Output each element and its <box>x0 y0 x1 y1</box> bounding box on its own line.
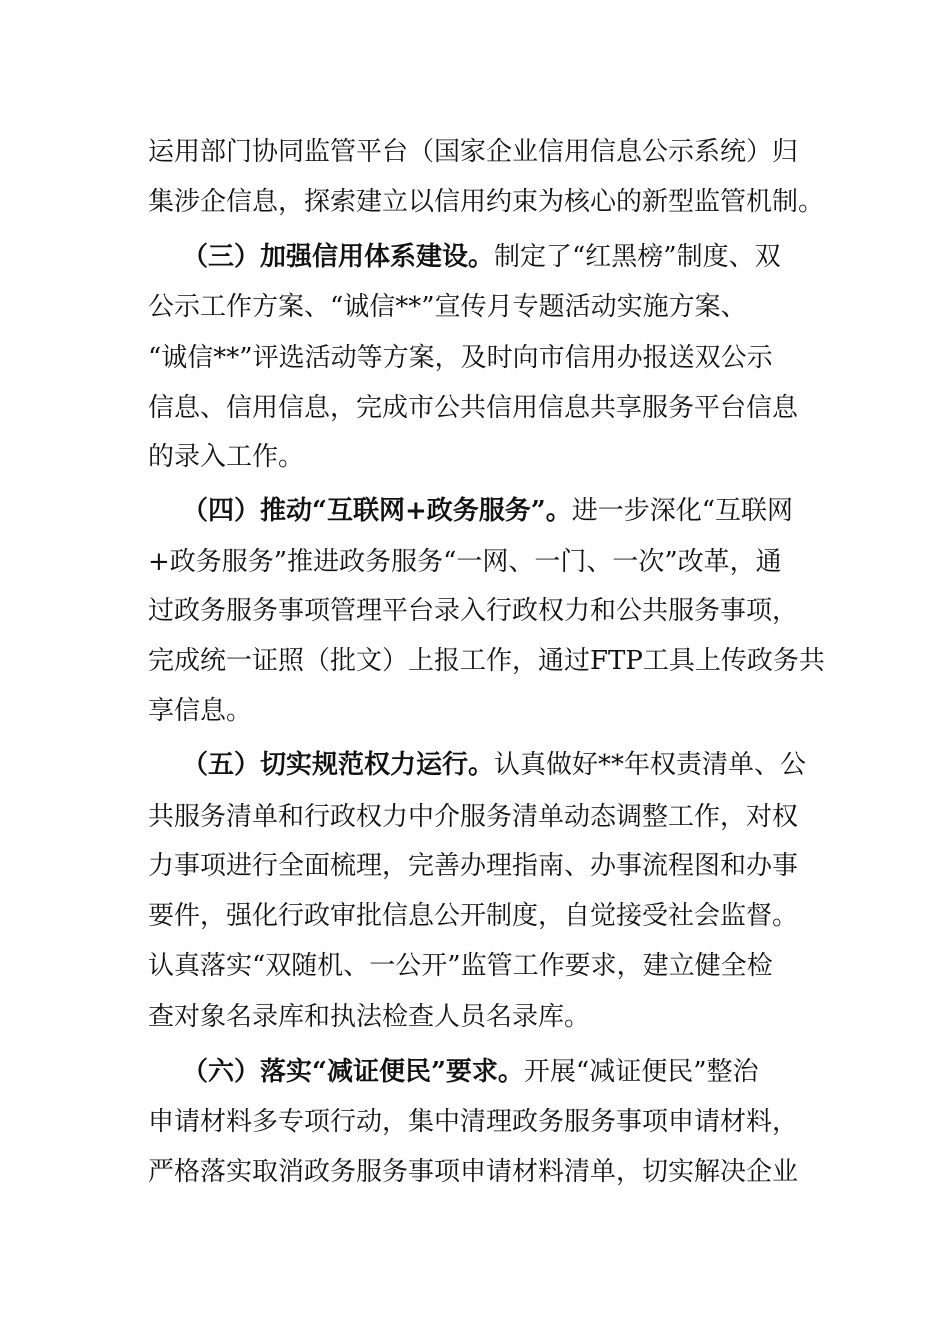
section-heading: （三）加强信用体系建设。 <box>182 242 495 272</box>
paragraph-line: 查对象名录库和执法检查人员名录库。 <box>148 1002 591 1032</box>
paragraph-line: 的录入工作。 <box>148 442 305 472</box>
paragraph-line: 公示工作方案、“诚信**”宣传月专题活动实施方案、 <box>148 292 747 322</box>
paragraph-line: +政务服务”推进政务服务“一网、一门、一次”改革，通 <box>148 547 782 577</box>
paragraph-line: 要件，强化行政审批信息公开制度，自觉接受社会监督。 <box>148 901 799 931</box>
paragraph-line: 共服务清单和行政权力中介服务清单动态调整工作，对权 <box>148 802 799 832</box>
paragraph-line: 严格落实取消政务服务事项申请材料清单，切实解决企业 <box>148 1157 799 1187</box>
paragraph-line: 过政务服务事项管理平台录入行政权力和公共服务事项， <box>148 596 799 626</box>
paragraph-line: 申请材料多专项行动，集中清理政务服务事项申请材料， <box>148 1107 799 1137</box>
paragraph-text: 进一步深化“互联网 <box>571 496 793 526</box>
paragraph-line: 完成统一证照（批文）上报工作，通过FTP工具上传政务共 <box>148 646 825 676</box>
paragraph-line: 信息、信用信息，完成市公共信用信息共享服务平台信息 <box>148 393 799 423</box>
paragraph-text: 认真做好**年权责清单、公 <box>494 750 807 780</box>
paragraph-first-line <box>182 745 806 785</box>
paragraph-line: 力事项进行全面梳理，完善办理指南、办事流程图和办事 <box>148 851 799 881</box>
paragraph-first-line <box>182 237 781 277</box>
paragraph-text: 制定了“红黑榜”制度、双 <box>494 242 781 272</box>
paragraph-line: “诚信**”评选活动等方案，及时向市信用办报送双公示 <box>148 343 773 373</box>
section-heading: （五）切实规范权力运行。 <box>182 750 495 780</box>
section-heading: （四）推动“互联网+政务服务”。 <box>182 496 572 526</box>
paragraph-line: 运用部门协同监管平台（国家企业信用信息公示系统）归 <box>148 137 799 167</box>
paragraph-line: 认真落实“双随机、一公开”监管工作要求，建立健全检 <box>148 951 773 981</box>
paragraph-first-line <box>182 1052 759 1092</box>
paragraph-line: 集涉企信息，探索建立以信用约束为核心的新型监管机制。 <box>148 187 825 217</box>
paragraph-line: 享信息。 <box>148 696 253 726</box>
section-heading: （六）落实“减证便民”要求。 <box>182 1057 524 1087</box>
paragraph-text: 开展“减证便民”整治 <box>523 1057 759 1087</box>
paragraph-first-line <box>182 491 793 531</box>
